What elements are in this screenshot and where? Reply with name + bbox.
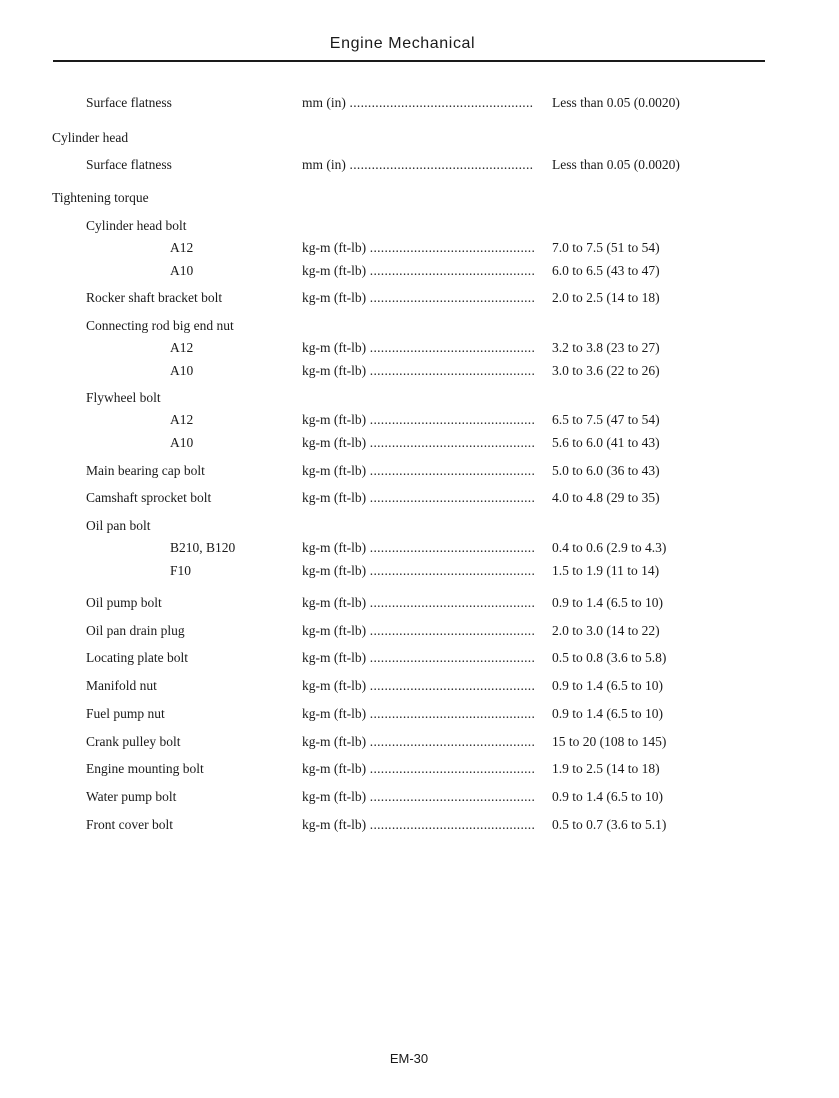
spec-unit: kg-m (ft-lb) ..... [302,817,534,833]
spec-row [0,435,839,453]
spec-unit: kg-m (ft-lb) ..... [302,290,534,306]
section-heading [0,318,839,336]
heading-label: Cylinder head [52,130,129,145]
spec-row [0,540,839,558]
spec-value: 3.0 to 3.6 (22 to 26) [552,363,660,378]
spec-unit: kg-m (ft-lb) ..... [302,595,534,611]
spec-unit: kg-m (ft-lb) ..... [302,706,534,722]
spec-label: Oil pump bolt [86,595,162,610]
spec-row [0,412,839,430]
spec-row [0,490,839,508]
spec-label: Fuel pump nut [86,706,165,721]
spec-unit: kg-m (ft-lb) ..... [302,650,534,666]
heading-label: Cylinder head bolt [86,218,187,233]
spec-label: A10 [170,263,194,278]
spec-label: A12 [170,412,194,427]
spec-unit: kg-m (ft-lb) ..... [302,412,534,428]
spec-row [0,463,839,481]
spec-value: 0.4 to 0.6 (2.9 to 4.3) [552,540,667,555]
spec-value: 5.0 to 6.0 (36 to 43) [552,463,660,478]
section-heading [0,218,839,236]
spec-unit: kg-m (ft-lb) ..... [302,240,534,256]
spec-value: 0.9 to 1.4 (6.5 to 10) [552,706,663,721]
heading-label: Oil pan bolt [86,518,151,533]
spec-unit: kg-m (ft-lb) ..... [302,435,534,451]
spec-row [0,240,839,258]
spec-label: A10 [170,363,194,378]
section-heading [0,130,839,148]
spec-value: 2.0 to 3.0 (14 to 22) [552,623,660,638]
spec-row [0,678,839,696]
spec-row [0,623,839,641]
spec-value: 0.5 to 0.7 (3.6 to 5.1) [552,817,667,832]
spec-row [0,817,839,835]
section-heading [0,190,839,208]
spec-label: Camshaft sprocket bolt [86,490,212,505]
spec-unit: kg-m (ft-lb) ..... [302,678,534,694]
spec-unit: mm (in) ..... [302,157,534,173]
spec-value: 5.6 to 6.0 (41 to 43) [552,435,660,450]
spec-label: Oil pan drain plug [86,623,185,638]
spec-row [0,340,839,358]
spec-row [0,761,839,779]
spec-label: Locating plate bolt [86,650,188,665]
spec-unit: kg-m (ft-lb) ..... [302,563,534,579]
spec-unit: kg-m (ft-lb) ..... [302,623,534,639]
spec-label: Rocker shaft bracket bolt [86,290,223,305]
spec-label: Main bearing cap bolt [86,463,205,478]
spec-row [0,363,839,381]
spec-value: Less than 0.05 (0.0020) [552,157,680,172]
spec-label: F10 [170,563,192,578]
section-heading [0,518,839,536]
header-rule [53,60,765,62]
spec-label: B210, B120 [170,540,236,555]
spec-row [0,595,839,613]
spec-value: 0.9 to 1.4 (6.5 to 10) [552,595,663,610]
spec-unit: kg-m (ft-lb) ..... [302,363,534,379]
spec-label: A12 [170,340,194,355]
spec-value: 4.0 to 4.8 (29 to 35) [552,490,660,505]
spec-label: A12 [170,240,194,255]
spec-value: 15 to 20 (108 to 145) [552,734,667,749]
spec-value: 0.9 to 1.4 (6.5 to 10) [552,678,663,693]
spec-row [0,263,839,281]
spec-value: 6.5 to 7.5 (47 to 54) [552,412,660,427]
spec-value: 0.5 to 0.8 (3.6 to 5.8) [552,650,667,665]
spec-label: Front cover bolt [86,817,173,832]
spec-value: 2.0 to 2.5 (14 to 18) [552,290,660,305]
spec-row [0,290,839,308]
spec-unit: kg-m (ft-lb) ..... [302,263,534,279]
spec-value: Less than 0.05 (0.0020) [552,95,680,110]
spec-row [0,95,839,113]
spec-unit: kg-m (ft-lb) ..... [302,463,534,479]
spec-value: 3.2 to 3.8 (23 to 27) [552,340,660,355]
spec-unit: kg-m (ft-lb) ..... [302,734,534,750]
spec-row [0,563,839,581]
spec-value: 1.5 to 1.9 (11 to 14) [552,563,660,578]
spec-value: 6.0 to 6.5 (43 to 47) [552,263,660,278]
spec-label: Surface flatness [86,157,172,172]
spec-label: Surface flatness [86,95,172,110]
spec-value: 7.0 to 7.5 (51 to 54) [552,240,660,255]
heading-label: Flywheel bolt [86,390,161,405]
spec-unit: kg-m (ft-lb) ..... [302,340,534,356]
page-title: Engine Mechanical [329,35,476,52]
spec-label: Engine mounting bolt [86,761,204,776]
spec-value: 0.9 to 1.4 (6.5 to 10) [552,789,663,804]
section-heading [0,390,839,408]
spec-label: Crank pulley bolt [86,734,181,749]
spec-unit: kg-m (ft-lb) ..... [302,761,534,777]
heading-label: Tightening torque [52,190,149,205]
spec-label: Manifold nut [86,678,157,693]
spec-unit: kg-m (ft-lb) ..... [302,540,534,556]
spec-value: 1.9 to 2.5 (14 to 18) [552,761,660,776]
spec-unit: kg-m (ft-lb) ..... [302,490,534,506]
spec-row [0,734,839,752]
spec-row [0,706,839,724]
spec-row [0,157,839,175]
spec-row [0,789,839,807]
page-number: EM-30 [389,1051,429,1066]
spec-row [0,650,839,668]
spec-unit: mm (in) ..... [302,95,534,111]
spec-unit: kg-m (ft-lb) ..... [302,789,534,805]
spec-label: A10 [170,435,194,450]
spec-label: Water pump bolt [86,789,177,804]
heading-label: Connecting rod big end nut [86,318,234,333]
